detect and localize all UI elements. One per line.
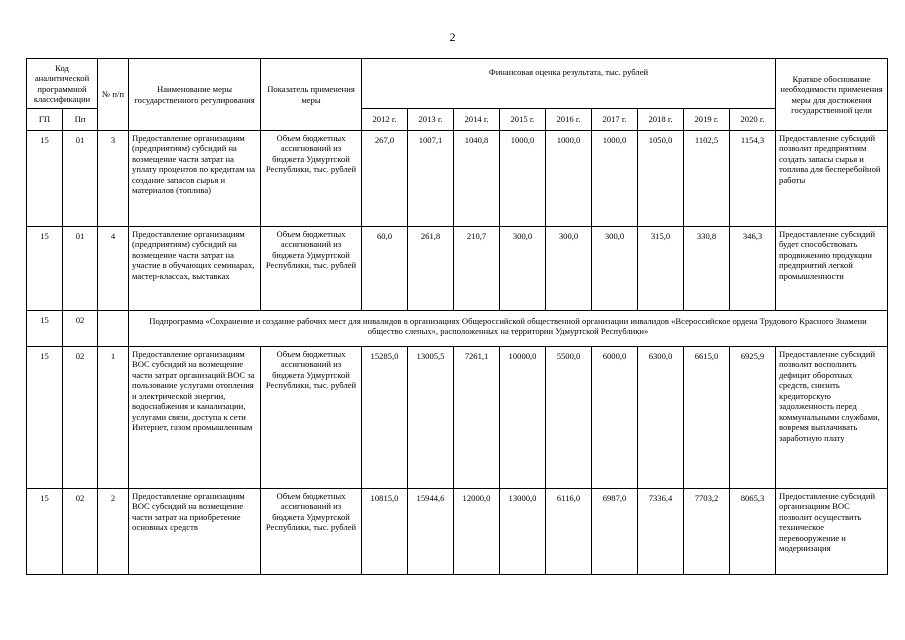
header-year-2014: 2014 г. [454, 109, 500, 131]
cell-value-2017: 6000,0 [592, 347, 638, 489]
cell-number: 3 [98, 131, 129, 227]
header-year-2019: 2019 г. [684, 109, 730, 131]
cell-value-2015: 300,0 [500, 227, 546, 311]
page-number: 2 [449, 30, 456, 44]
cell-number [98, 311, 129, 347]
cell-gp: 15 [27, 311, 63, 347]
cell-measure-name: Предоставление организациям ВОС субсидий на возмещение части затрат организаций ВОС за пользование услугами отопления и электрической энергии, водоснабжения и канализации, услугами связи, доступа к сети Интернет, газом промышленным [129, 347, 261, 489]
cell-value-2014: 210,7 [454, 227, 500, 311]
cell-number: 4 [98, 227, 129, 311]
table-row [27, 347, 888, 489]
header-code-group: Код аналитической программной классификации [27, 59, 98, 109]
cell-value-2015: 10000,0 [500, 347, 546, 489]
table-row [27, 227, 888, 311]
cell-gp: 15 [27, 347, 63, 489]
cell-pp: 01 [63, 131, 98, 227]
cell-justification: Предоставление субсидий позволит предприятиям создать запасы сырья и топлива для бесперебойной работы [776, 131, 888, 227]
cell-measure-name: Предоставление организациям ВОС субсидий на возмещение части затрат на приобретение основных средств [129, 489, 261, 575]
cell-value-2018: 315,0 [638, 227, 684, 311]
cell-value-2013: 261,8 [408, 227, 454, 311]
cell-gp: 15 [27, 489, 63, 575]
cell-indicator: Объем бюджетных ассигнований из бюджета Удмуртской Республики, тыс. рублей [261, 227, 362, 311]
cell-value-2015: 1000,0 [500, 131, 546, 227]
header-year-2020: 2020 г. [730, 109, 776, 131]
cell-indicator: Объем бюджетных ассигнований из бюджета Удмуртской Республики, тыс. рублей [261, 347, 362, 489]
cell-number: 1 [98, 347, 129, 489]
cell-measure-name: Предоставление организациям (предприятиям) субсидий на возмещение части затрат на участие в обучающих семинарах, мастер-классах, выставках [129, 227, 261, 311]
table-row [27, 131, 888, 227]
cell-value-2017: 6987,0 [592, 489, 638, 575]
header-justification: Краткое обоснование необходимости применения меры для достижения государственной цели [776, 59, 888, 131]
cell-value-2014: 12000,0 [454, 489, 500, 575]
header-gp: ГП [27, 109, 63, 131]
cell-gp: 15 [27, 227, 63, 311]
cell-pp: 02 [63, 489, 98, 575]
cell-value-2015: 13000,0 [500, 489, 546, 575]
cell-value-2020: 346,3 [730, 227, 776, 311]
cell-gp: 15 [27, 131, 63, 227]
header-year-2017: 2017 г. [592, 109, 638, 131]
cell-value-2018: 6300,0 [638, 347, 684, 489]
cell-value-2019: 7703,2 [684, 489, 730, 575]
cell-justification: Предоставление субсидий будет способствовать продвижению продукции предприятий легкой промышленности [776, 227, 888, 311]
cell-value-2020: 1154,3 [730, 131, 776, 227]
header-pp: Пп [63, 109, 98, 131]
cell-value-2013: 13005,5 [408, 347, 454, 489]
cell-value-2012: 15285,0 [362, 347, 408, 489]
cell-value-2014: 7261,1 [454, 347, 500, 489]
subprogram-row [27, 311, 888, 347]
cell-value-2020: 6925,9 [730, 347, 776, 489]
cell-value-2018: 7336,4 [638, 489, 684, 575]
header-measure-name: Наименование меры государственного регулирования [129, 59, 261, 131]
cell-measure-name: Предоставление организациям (предприятиям) субсидий на возмещение части затрат на уплату процентов по кредитам на создание запасов сырья и материалов (топлива) [129, 131, 261, 227]
cell-indicator: Объем бюджетных ассигнований из бюджета Удмуртской Республики, тыс. рублей [261, 131, 362, 227]
header-number: № п/п [98, 59, 129, 131]
header-year-2012: 2012 г. [362, 109, 408, 131]
cell-pp: 01 [63, 227, 98, 311]
cell-value-2016: 300,0 [546, 227, 592, 311]
header-row-1 [27, 59, 888, 109]
cell-value-2018: 1050,0 [638, 131, 684, 227]
cell-value-2013: 1007,1 [408, 131, 454, 227]
cell-value-2013: 15944,6 [408, 489, 454, 575]
cell-number: 2 [98, 489, 129, 575]
cell-justification: Предоставление субсидий позволит восполнить дефицит оборотных средств, снизить кредиторскую задолженность перед коммунальными службами, вовремя выплачивать заработную плату [776, 347, 888, 489]
cell-value-2012: 60,0 [362, 227, 408, 311]
cell-value-2016: 1000,0 [546, 131, 592, 227]
cell-value-2014: 1040,8 [454, 131, 500, 227]
cell-value-2017: 300,0 [592, 227, 638, 311]
cell-value-2020: 8065,3 [730, 489, 776, 575]
header-year-2013: 2013 г. [408, 109, 454, 131]
header-financial: Финансовая оценка результата, тыс. рублей [362, 59, 776, 109]
cell-value-2016: 5500,0 [546, 347, 592, 489]
subprogram-title: Подпрограмма «Сохранение и создание рабочих мест для инвалидов в организациях Общероссийской общественной организации инвалидов «Всероссийское ордена Трудового Красного Знамени общество слепых», расположенных на территории Удмуртской Республики» [129, 311, 888, 347]
cell-value-2016: 6116,0 [546, 489, 592, 575]
cell-value-2019: 330,8 [684, 227, 730, 311]
header-year-2018: 2018 г. [638, 109, 684, 131]
cell-value-2017: 1000,0 [592, 131, 638, 227]
cell-value-2012: 10815,0 [362, 489, 408, 575]
header-year-2015: 2015 г. [500, 109, 546, 131]
header-indicator: Показатель применения меры [261, 59, 362, 131]
cell-pp: 02 [63, 311, 98, 347]
cell-value-2012: 267,0 [362, 131, 408, 227]
table-row [27, 489, 888, 575]
cell-value-2019: 1102,5 [684, 131, 730, 227]
measures-table [26, 58, 888, 575]
cell-indicator: Объем бюджетных ассигнований из бюджета Удмуртской Республики, тыс. рублей [261, 489, 362, 575]
cell-value-2019: 6615,0 [684, 347, 730, 489]
cell-justification: Предоставление субсидий организациям ВОС позволит осуществить техническое перевооружение и модернизация [776, 489, 888, 575]
cell-pp: 02 [63, 347, 98, 489]
header-year-2016: 2016 г. [546, 109, 592, 131]
